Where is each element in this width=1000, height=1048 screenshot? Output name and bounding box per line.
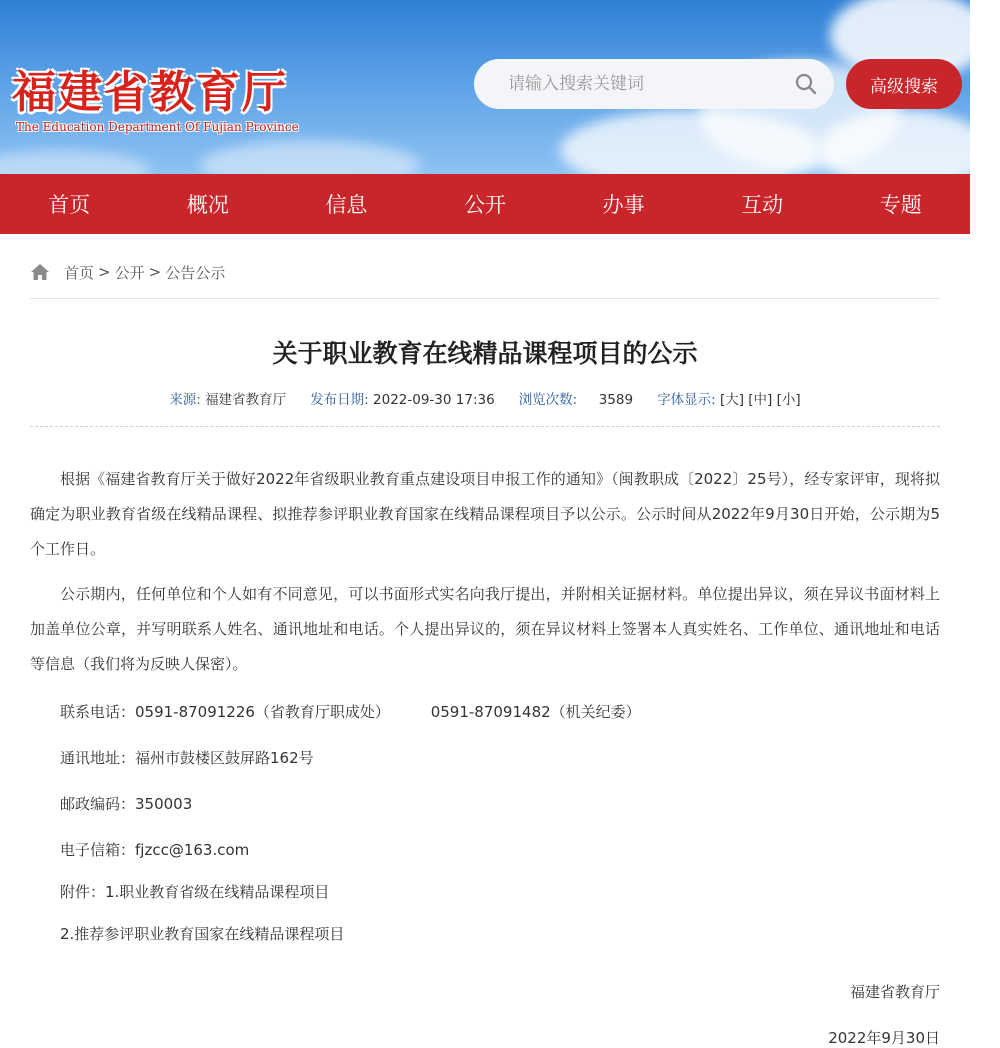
advanced-search-button[interactable]: 高级搜索 bbox=[846, 59, 962, 109]
signature-date: 2022年9月30日 bbox=[828, 1029, 940, 1047]
header-banner bbox=[0, 0, 970, 174]
contact-address: 通讯地址：福州市鼓楼区鼓屏路162号 bbox=[60, 749, 314, 767]
meta-font-label: 字体显示: bbox=[657, 392, 716, 408]
contact-phone-line bbox=[30, 700, 940, 724]
nav-item-topics[interactable]: 专题 bbox=[879, 193, 922, 217]
nav-item-overview[interactable]: 概况 bbox=[186, 193, 229, 217]
attachment-link-2[interactable]: 2.推荐参评职业教育国家在线精品课程项目 bbox=[60, 925, 345, 943]
home-icon[interactable] bbox=[30, 262, 50, 282]
breadcrumb-separator: > bbox=[98, 263, 111, 281]
nav-item-services[interactable]: 办事 bbox=[602, 193, 645, 217]
meta-source-label: 来源: bbox=[169, 392, 201, 408]
site-logo-title[interactable]: 福建省教育厅 bbox=[12, 67, 288, 118]
body-paragraph: 公示期内，任何单位和个人如有不同意见，可以书面形式实名向我厅提出，并附相关证据材料。单位提出异议，须在异议书面材料上加盖单位公章，并写明联系人姓名、通讯地址和电话。个人提出异议的，须在异议材料上签署本人真实姓名、工作单位、通讯地址和电话等信息（我们将为反映人保密）。 bbox=[30, 585, 940, 673]
nav-item-disclosure[interactable]: 公开 bbox=[464, 193, 507, 217]
nav-item-interaction[interactable]: 互动 bbox=[741, 193, 784, 217]
site-logo-subtitle: The Education Department Of Fujian Province bbox=[16, 120, 299, 134]
divider bbox=[30, 298, 940, 299]
breadcrumb-home-link[interactable]: 首页 bbox=[64, 263, 95, 282]
contact-email: 电子信箱：fjzcc@163.com bbox=[60, 841, 250, 859]
attachment-link-1[interactable]: 附件：1.职业教育省级在线精品课程项目 bbox=[60, 883, 330, 901]
contact-phone-1: 联系电话：0591-87091226（省教育厅职成处） bbox=[60, 703, 390, 721]
meta-date-value: 2022-09-30 17:36 bbox=[373, 392, 495, 408]
signature-organization: 福建省教育厅 bbox=[849, 983, 940, 1001]
font-size-medium-button[interactable]: [中] bbox=[748, 392, 773, 408]
nav-item-home[interactable]: 首页 bbox=[48, 193, 91, 217]
cloud-decoration bbox=[0, 150, 150, 174]
meta-source bbox=[169, 388, 286, 408]
breadcrumb-separator: > bbox=[148, 263, 162, 281]
search-input[interactable] bbox=[474, 74, 782, 94]
meta-views-value: 3589 bbox=[598, 392, 634, 408]
main-nav bbox=[0, 174, 970, 234]
font-size-small-button[interactable]: [小] bbox=[776, 392, 801, 408]
search-icon[interactable] bbox=[782, 59, 830, 109]
article-meta bbox=[30, 388, 940, 408]
meta-date-label: 发布日期: bbox=[310, 392, 369, 408]
body-paragraph: 根据《福建省教育厅关于做好2022年省级职业教育重点建设项目申报工作的通知》（闽教职成〔2022〕25号），经专家评审，现将拟确定为职业教育省级在线精品课程、拟推荐参评职业教育国家在线精品课程项目予以公示。公示时间从2022年9月30日开始，公示期为5个工作日。 bbox=[30, 470, 940, 558]
search-box bbox=[474, 59, 834, 109]
breadcrumb-disclosure-link[interactable]: 公开 bbox=[114, 263, 145, 282]
meta-date bbox=[310, 388, 495, 408]
font-size-large-button[interactable]: [大] bbox=[719, 392, 744, 408]
cloud-decoration bbox=[200, 140, 420, 174]
breadcrumb bbox=[30, 260, 940, 284]
contact-phone-2: 0591-87091482（机关纪委） bbox=[430, 703, 641, 721]
breadcrumb-announcements-link[interactable]: 公告公示 bbox=[165, 263, 226, 282]
meta-source-value: 福建省教育厅 bbox=[205, 392, 287, 408]
meta-font-size bbox=[657, 388, 801, 408]
meta-views bbox=[519, 388, 633, 408]
dashed-divider bbox=[30, 426, 940, 427]
article-body bbox=[30, 462, 940, 1048]
meta-views-label: 浏览次数: bbox=[518, 392, 578, 408]
nav-item-information[interactable]: 信息 bbox=[325, 193, 368, 217]
article-title: 关于职业教育在线精品课程项目的公示 bbox=[272, 339, 698, 368]
contact-postcode: 邮政编码：350003 bbox=[60, 795, 193, 813]
